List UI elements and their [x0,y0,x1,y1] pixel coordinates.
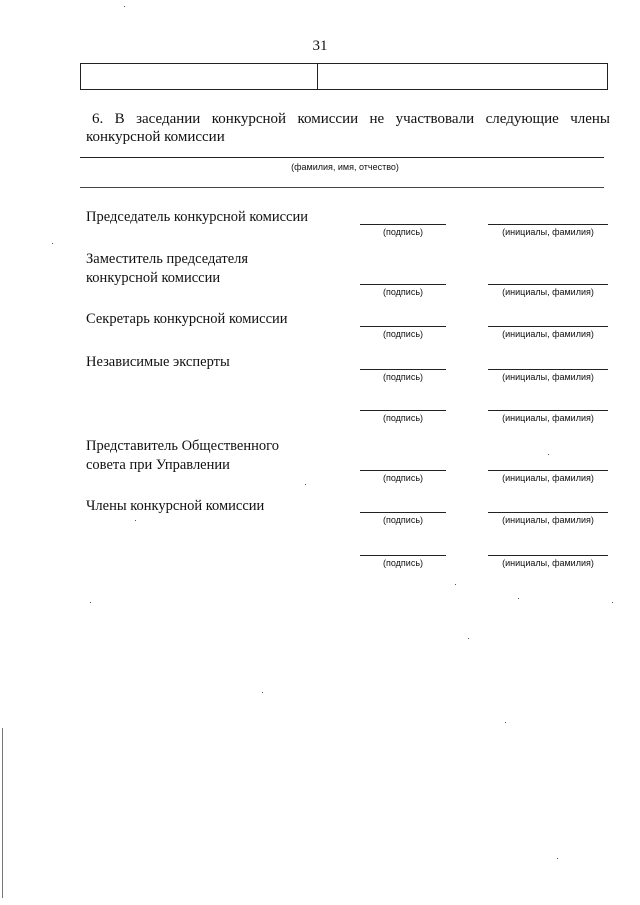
fio-caption: (фамилия, имя, отчество) [291,162,399,172]
scan-speck [124,6,125,7]
role-secretary: Секретарь конкурсной комиссии [86,311,288,327]
signature-line [360,369,446,370]
role-deputy-chairman [86,250,248,288]
initials-caption: (инициалы, фамилия) [502,329,594,339]
initials-caption: (инициалы, фамилия) [502,515,594,525]
signature-caption: (подпись) [382,473,424,483]
scan-speck [305,484,306,485]
initials-line [488,369,608,370]
signature-line [360,512,446,513]
role-public-council-representative [86,437,279,475]
signature-caption: (подпись) [382,227,424,237]
role-deputy-line-1: Заместитель председателя [86,251,249,267]
role-chairman: Председатель конкурсной комиссии [86,209,308,225]
role-deputy-line-2: конкурсной комиссии [86,270,221,286]
page-number: 31 [312,38,328,54]
scan-margin-line [2,728,3,898]
signature-line [360,326,446,327]
scan-speck [557,858,558,859]
initials-line [488,326,608,327]
scan-speck [52,243,53,244]
signature-line [360,555,446,556]
signature-line [360,410,446,411]
fio-field-line-2 [80,187,604,188]
paragraph-line-1: 6. В заседании конкурсной комиссии не участвовали следующие члены [92,111,610,127]
signature-caption: (подпись) [382,287,424,297]
initials-line [488,284,608,285]
scan-speck [612,602,613,603]
initials-caption: (инициалы, фамилия) [502,473,594,483]
initials-caption: (инициалы, фамилия) [502,413,594,423]
signature-caption: (подпись) [382,558,424,568]
role-commission-members: Члены конкурсной комиссии [86,498,265,514]
signature-line [360,470,446,471]
signature-caption: (подпись) [382,413,424,423]
initials-caption: (инициалы, фамилия) [502,372,594,382]
scan-speck [262,692,263,693]
initials-line [488,555,608,556]
paragraph-item-6 [86,110,610,146]
initials-caption: (инициалы, фамилия) [502,227,594,237]
paragraph-line-2: конкурсной комиссии [86,129,225,145]
role-independent-experts: Независимые эксперты [86,354,230,370]
role-public-line-2: совета при Управлении [86,457,230,473]
role-public-line-1: Представитель Общественного [86,438,279,454]
initials-line [488,512,608,513]
initials-caption: (инициалы, фамилия) [502,558,594,568]
table-cell-divider [317,64,318,89]
scan-speck [455,584,456,585]
scan-speck [548,454,549,455]
table-row [80,63,608,90]
scan-speck [90,602,91,603]
scan-speck [518,598,519,599]
signature-caption: (подпись) [382,515,424,525]
signature-caption: (подпись) [382,329,424,339]
scan-speck [505,722,506,723]
initials-line [488,410,608,411]
initials-line [488,470,608,471]
initials-caption: (инициалы, фамилия) [502,287,594,297]
scan-speck [468,638,469,639]
fio-field-line [80,157,604,158]
signature-line [360,224,446,225]
initials-line [488,224,608,225]
signature-caption: (подпись) [382,372,424,382]
scan-speck [135,520,136,521]
signature-line [360,284,446,285]
